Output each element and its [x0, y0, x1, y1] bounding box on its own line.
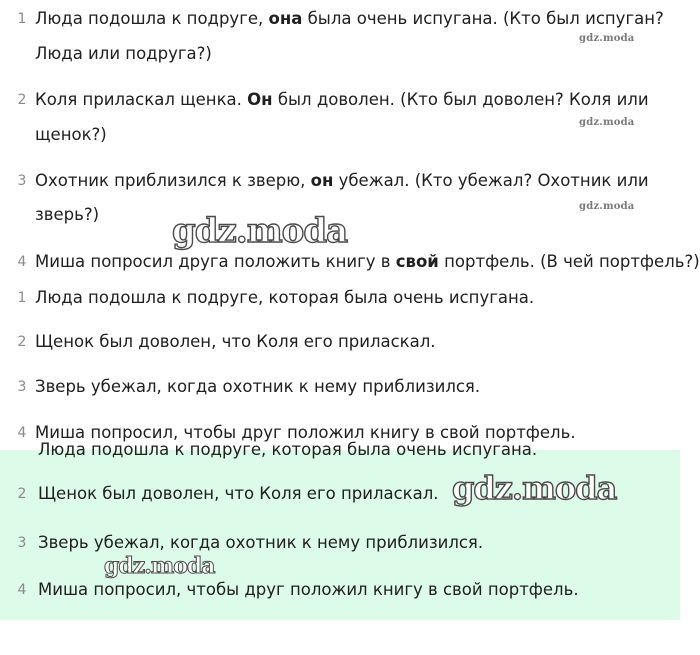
list-item [0, 247, 700, 277]
watermark: gdz.moda [452, 469, 617, 507]
bold-pronoun: он [310, 171, 334, 190]
item-text: Люда или подруга?) [35, 44, 212, 63]
item-number: 2 [17, 334, 27, 350]
item-text: Охотник приблизился к зверю, он убежал. (Кто убежал? Охотник или [35, 171, 649, 190]
item-text: Миша попросил друга положить книгу в свой портфель. (В чей портфель?) [35, 252, 700, 271]
item-number: 3 [17, 535, 27, 551]
item-number: 1 [17, 290, 27, 306]
item-text: Люда подошла к подруге, она была очень испугана. (Кто был испуган? [35, 9, 664, 28]
item-text: Миша попросил, чтобы друг положил книгу в свой портфель. [35, 423, 576, 442]
watermark: gdz.moda [579, 33, 635, 44]
watermark: gdz.moda [579, 201, 635, 212]
list-item [0, 528, 680, 558]
item-number: 2 [17, 486, 27, 502]
list-item [0, 372, 680, 402]
watermark: gdz.moda [172, 211, 348, 251]
bold-pronoun: Он [247, 90, 273, 109]
item-text: зверь?) [35, 205, 100, 224]
bold-pronoun: свой [395, 252, 439, 271]
item-number: 3 [17, 173, 27, 189]
watermark: gdz.moda [579, 117, 635, 128]
item-text: Щенок был доволен, что Коля его приласкал. [35, 332, 436, 351]
bold-pronoun: она [268, 9, 303, 28]
item-number: 1 [17, 11, 27, 27]
item-text: Зверь убежал, когда охотник к нему приблизился. [38, 533, 484, 552]
item-number: 4 [17, 254, 27, 270]
item-text: Миша попросил, чтобы друг положил книгу в свой портфель. [38, 580, 579, 599]
list-item [0, 327, 680, 357]
list-item-partial [0, 435, 680, 465]
list-item [0, 85, 680, 115]
item-text: Люда подошла к подруге, которая была очень испугана. [35, 288, 535, 307]
item-number: 4 [17, 425, 27, 441]
item-number: 4 [17, 582, 27, 598]
list-item-continuation [0, 39, 680, 69]
list-item [0, 575, 680, 605]
item-text: Коля приласкал щенка. Он был доволен. (Кто был доволен? Коля или [35, 90, 649, 109]
item-text: Люда подошла к подруге, которая была очень испугана. [38, 440, 538, 459]
watermark: gdz.moda [104, 553, 215, 579]
item-text: щенок?) [35, 125, 107, 144]
item-number: 3 [17, 379, 27, 395]
list-item [0, 4, 680, 34]
list-item [0, 166, 680, 196]
list-item [0, 283, 680, 313]
item-number: 2 [17, 92, 27, 108]
list-item-continuation [0, 120, 680, 150]
item-text: Щенок был доволен, что Коля его приласкал. [38, 484, 439, 503]
item-text: Зверь убежал, когда охотник к нему приблизился. [35, 377, 481, 396]
